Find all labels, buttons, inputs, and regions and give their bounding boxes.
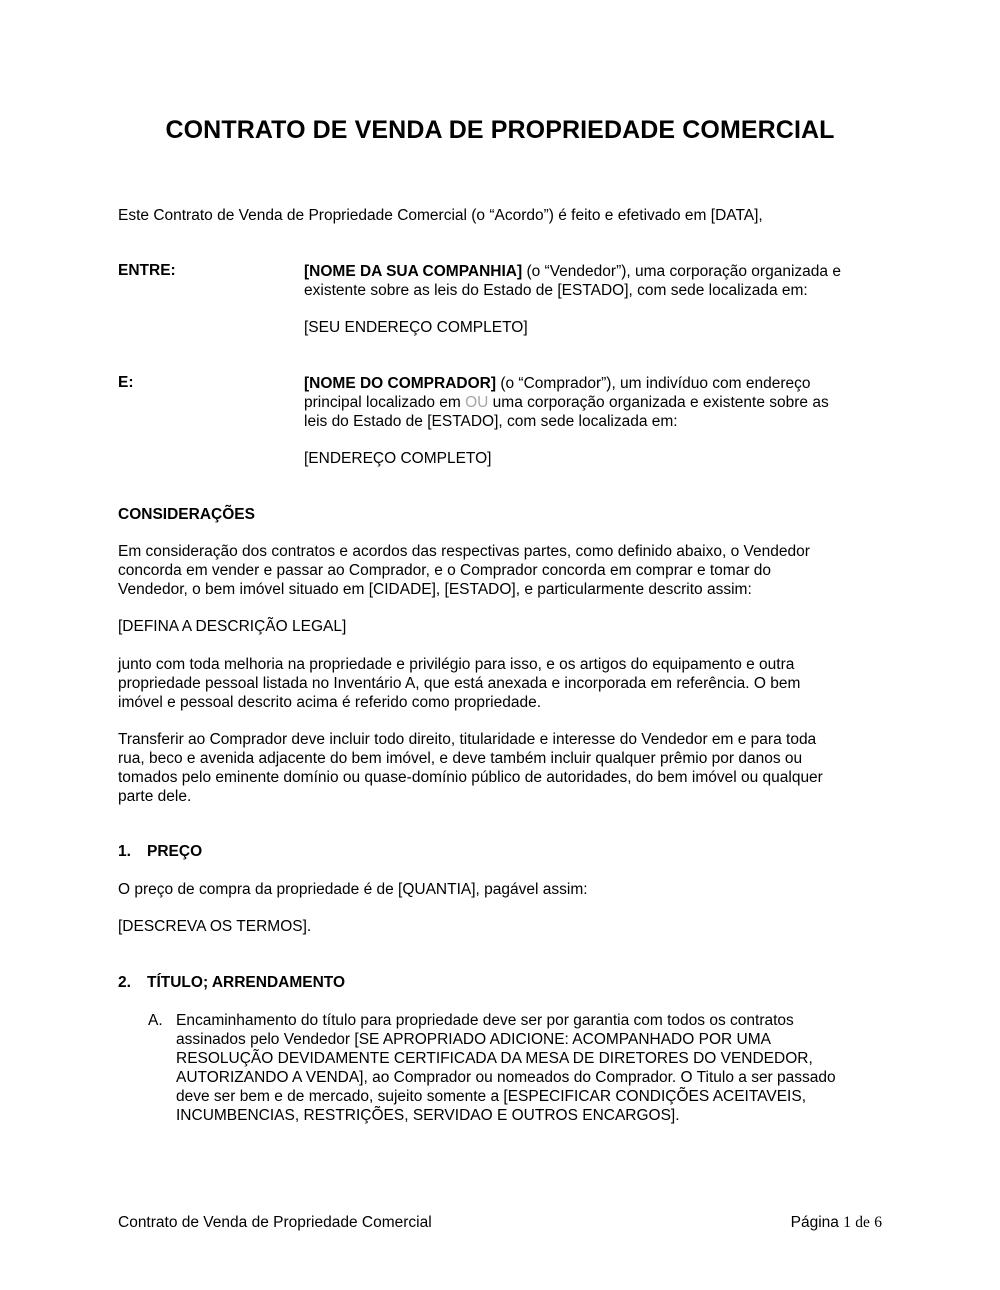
considerations-paragraph-1 <box>118 542 888 599</box>
buyer-name: [NOME DO COMPRADOR] <box>304 375 497 392</box>
price-paragraph: O preço de compra da propriedade é de [QUANTIA], pagável assim: <box>118 881 588 898</box>
text-line: Transferir ao Comprador deve incluir todo direito, titularidade e interesse do Vendedor em e para toda <box>118 731 817 748</box>
section-1-heading <box>118 843 202 861</box>
considerations-paragraph-2 <box>118 655 888 712</box>
footer-document-name: Contrato de Venda de Propriedade Comercial <box>118 1214 432 1231</box>
text-line: Vendedor, o bem imóvel situado em [CIDADE], [ESTADO], e particularmente descrito assim: <box>118 581 752 598</box>
text-line: INCUMBENCIAS, RESTRIÇÕES, SERVIDAO E OUTROS ENCARGOS]. <box>176 1107 680 1124</box>
considerations-heading: CONSIDERAÇÕES <box>118 506 255 523</box>
document-title: CONTRATO DE VENDA DE PROPRIEDADE COMERCIAL <box>165 116 835 144</box>
page-current: 1 <box>843 1214 851 1231</box>
intro-paragraph: Este Contrato de Venda de Propriedade Comercial (o “Acordo”) é feito e efetivado em [DATA], <box>118 207 763 224</box>
seller-address: [SEU ENDEREÇO COMPLETO] <box>304 319 528 336</box>
party-label-e: E: <box>118 374 134 391</box>
legal-description-placeholder: [DEFINA A DESCRIÇÃO LEGAL] <box>118 618 347 635</box>
buyer-or-placeholder: OU <box>465 394 489 411</box>
party-buyer <box>304 374 884 431</box>
text-line: Em consideração dos contratos e acordos das respectivas partes, como definido abaixo, o Vendedor <box>118 543 810 560</box>
buyer-line2-pre: principal localizado em <box>304 394 466 411</box>
section-number: 1. <box>118 843 131 860</box>
text-line: junto com toda melhoria na propriedade e privilégio para isso, e os artigos do equipamento e outra <box>118 656 795 673</box>
section-title: PREÇO <box>147 843 203 860</box>
party-seller <box>304 262 884 300</box>
price-terms-placeholder: [DESCREVA OS TERMOS]. <box>118 918 312 935</box>
text-line: imóvel e pessoal descrito acima é referido como propriedade. <box>118 694 542 711</box>
item-letter: A. <box>148 1012 163 1029</box>
text-line: deve ser bem e de mercado, sujeito somente a [ESPECIFICAR CONDIÇÕES ACEITAVEIS, <box>176 1088 806 1105</box>
section-title: TÍTULO; ARRENDAMENTO <box>147 974 346 991</box>
text-line: concorda em vender e passar ao Comprador, e o Comprador concorda em comprar e tomar do <box>118 562 772 579</box>
text-line: parte dele. <box>118 788 192 805</box>
text-line: assinados pelo Vendedor [SE APROPRIADO ADICIONE: ACOMPANHADO POR UMA <box>176 1031 771 1048</box>
text-line: propriedade pessoal listada no Inventário A, que está anexada e incorporada em referência. O bem <box>118 675 801 692</box>
page-label: Página <box>790 1214 839 1231</box>
seller-line2: existente sobre as leis do Estado de [ESTADO], com sede localizada em: <box>304 282 808 299</box>
text-line: tomados pelo eminente domínio ou quase-domínio público de autoridades, do bem imóvel ou qualquer <box>118 769 823 786</box>
buyer-line1: (o “Comprador”), um indivíduo com endereço <box>496 375 811 392</box>
section-number: 2. <box>118 974 131 991</box>
seller-line1: (o “Vendedor”), uma corporação organizada e <box>522 263 841 280</box>
text-line: RESOLUÇÃO DEVIDAMENTE CERTIFICADA DA MESA DE DIRETORES DO VENDEDOR, <box>176 1050 813 1067</box>
buyer-line2-post: uma corporação organizada e existente sobre as <box>488 394 829 411</box>
text-line: Encaminhamento do título para propriedade deve ser por garantia com todos os contratos <box>176 1012 794 1029</box>
text-line: AUTORIZANDO A VENDA], ao Comprador ou nomeados do Comprador. O Titulo a ser passado <box>176 1069 836 1086</box>
section-2-heading <box>118 974 345 992</box>
considerations-paragraph-3 <box>118 730 888 806</box>
buyer-line3: leis do Estado de [ESTADO], com sede localizada em: <box>304 413 678 430</box>
page-separator: de <box>855 1214 870 1231</box>
buyer-address: [ENDEREÇO COMPLETO] <box>304 450 492 467</box>
party-label-entre: ENTRE: <box>118 262 176 279</box>
page-total: 6 <box>874 1214 882 1231</box>
footer-page-number <box>791 1214 882 1232</box>
seller-name: [NOME DA SUA COMPANHIA] <box>304 263 523 280</box>
item-text <box>176 1011 888 1125</box>
text-line: rua, beco e avenida adjacente do bem imóvel, e deve também incluir qualquer prêmio por danos ou <box>118 750 803 767</box>
